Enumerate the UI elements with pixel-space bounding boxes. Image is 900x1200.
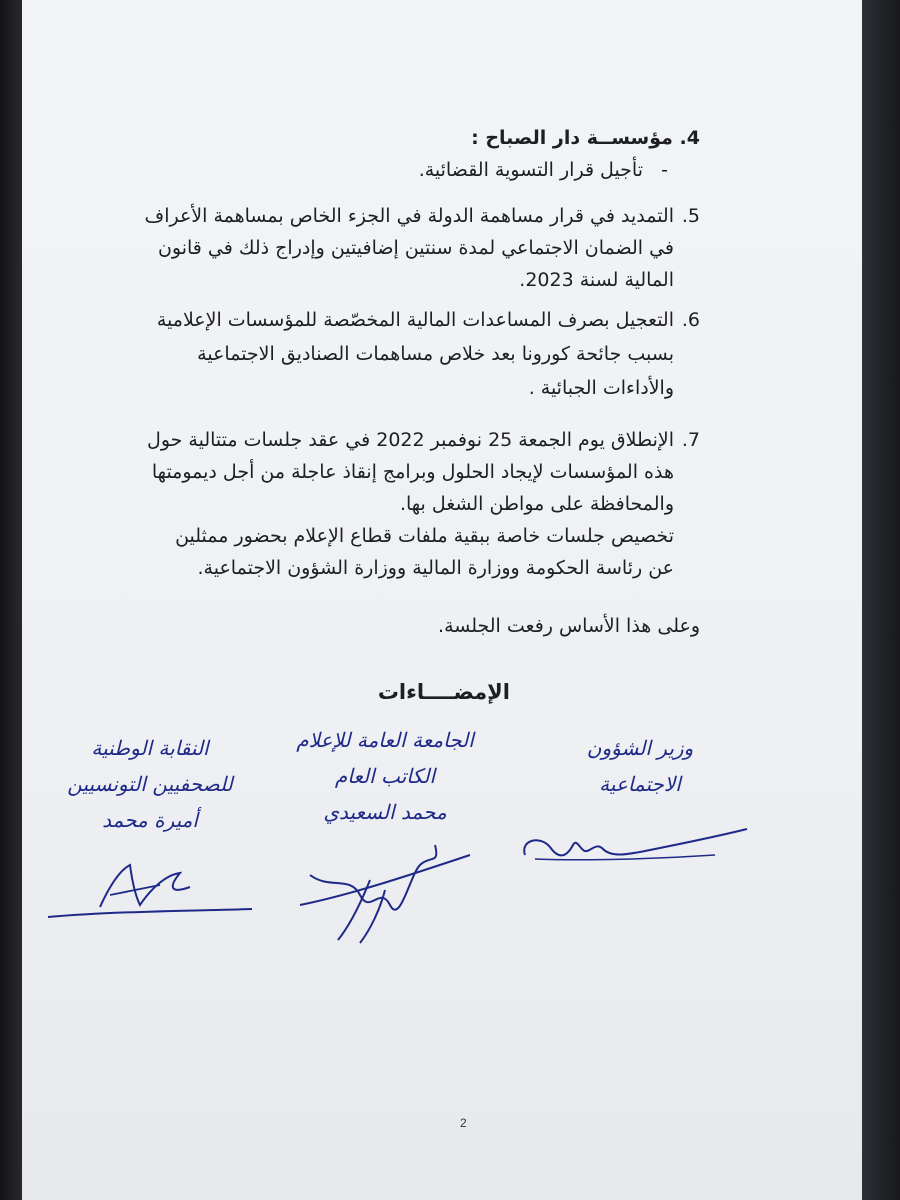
signatory-media-federation [255, 722, 515, 830]
signatory-name: أميرة محمد [102, 808, 198, 832]
item-7-line-5: عن رئاسة الحكومة ووزارة المالية ووزارة الشؤون الاجتماعية. [197, 557, 674, 579]
background-edge-left [0, 0, 22, 1200]
item-6-number: 6. [681, 309, 700, 331]
item-6-line-3: والأداءات الجبائية . [528, 377, 674, 399]
signatures-heading: الإمضــــاءات [377, 680, 510, 704]
item-5-line-1: التمديد في قرار مساهمة الدولة في الجزء الخاص بمساهمة الأعراف [144, 205, 674, 227]
signature-media-federation [290, 835, 490, 945]
item-title: مؤسســة دار الصباح : [471, 127, 673, 149]
background-edge-right [862, 0, 900, 1200]
item-number: 4. [679, 127, 700, 149]
item-4-sub [419, 154, 668, 186]
item-7-line-4: تخصيص جلسات خاصة ببقية ملفات قطاع الإعلام بحضور ممثلين [175, 525, 674, 547]
page-number: 2 [460, 1116, 467, 1130]
signatory-title: الجامعة العامة للإعلام [296, 728, 474, 752]
signature-journalists-union [40, 855, 260, 925]
item-7-number: 7. [681, 429, 700, 451]
signatory-subtitle: الكاتب العام [334, 764, 436, 788]
signature-social-affairs [515, 815, 755, 875]
signatory-subtitle: للصحفيين التونسيين [67, 772, 233, 796]
signatory-subtitle: الاجتماعية [599, 772, 681, 796]
signatory-journalists-union [30, 730, 270, 838]
item-6-line-1: التعجيل بصرف المساعدات المالية المخصّصة للمؤسسات الإعلامية [156, 309, 674, 331]
item-7-line-2: هذه المؤسسات لإيجاد الحلول وبرامج إنقاذ عاجلة من أجل ديمومتها [151, 461, 674, 483]
item-5-line-3: المالية لسنة 2023. [519, 269, 674, 291]
item-6-line-2: بسبب جائحة كورونا بعد خلاص مساهمات الصناديق الاجتماعية [197, 343, 674, 365]
item-7-line-1: الإنطلاق يوم الجمعة 25 نوفمبر 2022 في عقد جلسات متتالية حول [147, 429, 674, 451]
item-4-title [471, 122, 700, 154]
signatory-name: محمد السعيدي [323, 800, 447, 824]
item-sub-text: تأجيل قرار التسوية القضائية. [418, 159, 644, 181]
closing-line: وعلى هذا الأساس رفعت الجلسة. [438, 615, 700, 637]
item-7-line-3: والمحافظة على مواطن الشغل بها. [399, 493, 674, 515]
bullet-dash: - [661, 159, 668, 181]
item-5-number: 5. [681, 205, 700, 227]
signatory-social-affairs [520, 730, 760, 802]
signatory-title: وزير الشؤون [586, 736, 694, 760]
signatory-title: النقابة الوطنية [91, 736, 209, 760]
item-5-line-2: في الضمان الاجتماعي لمدة سنتين إضافيتين وإدراج ذلك في قانون [157, 237, 674, 259]
